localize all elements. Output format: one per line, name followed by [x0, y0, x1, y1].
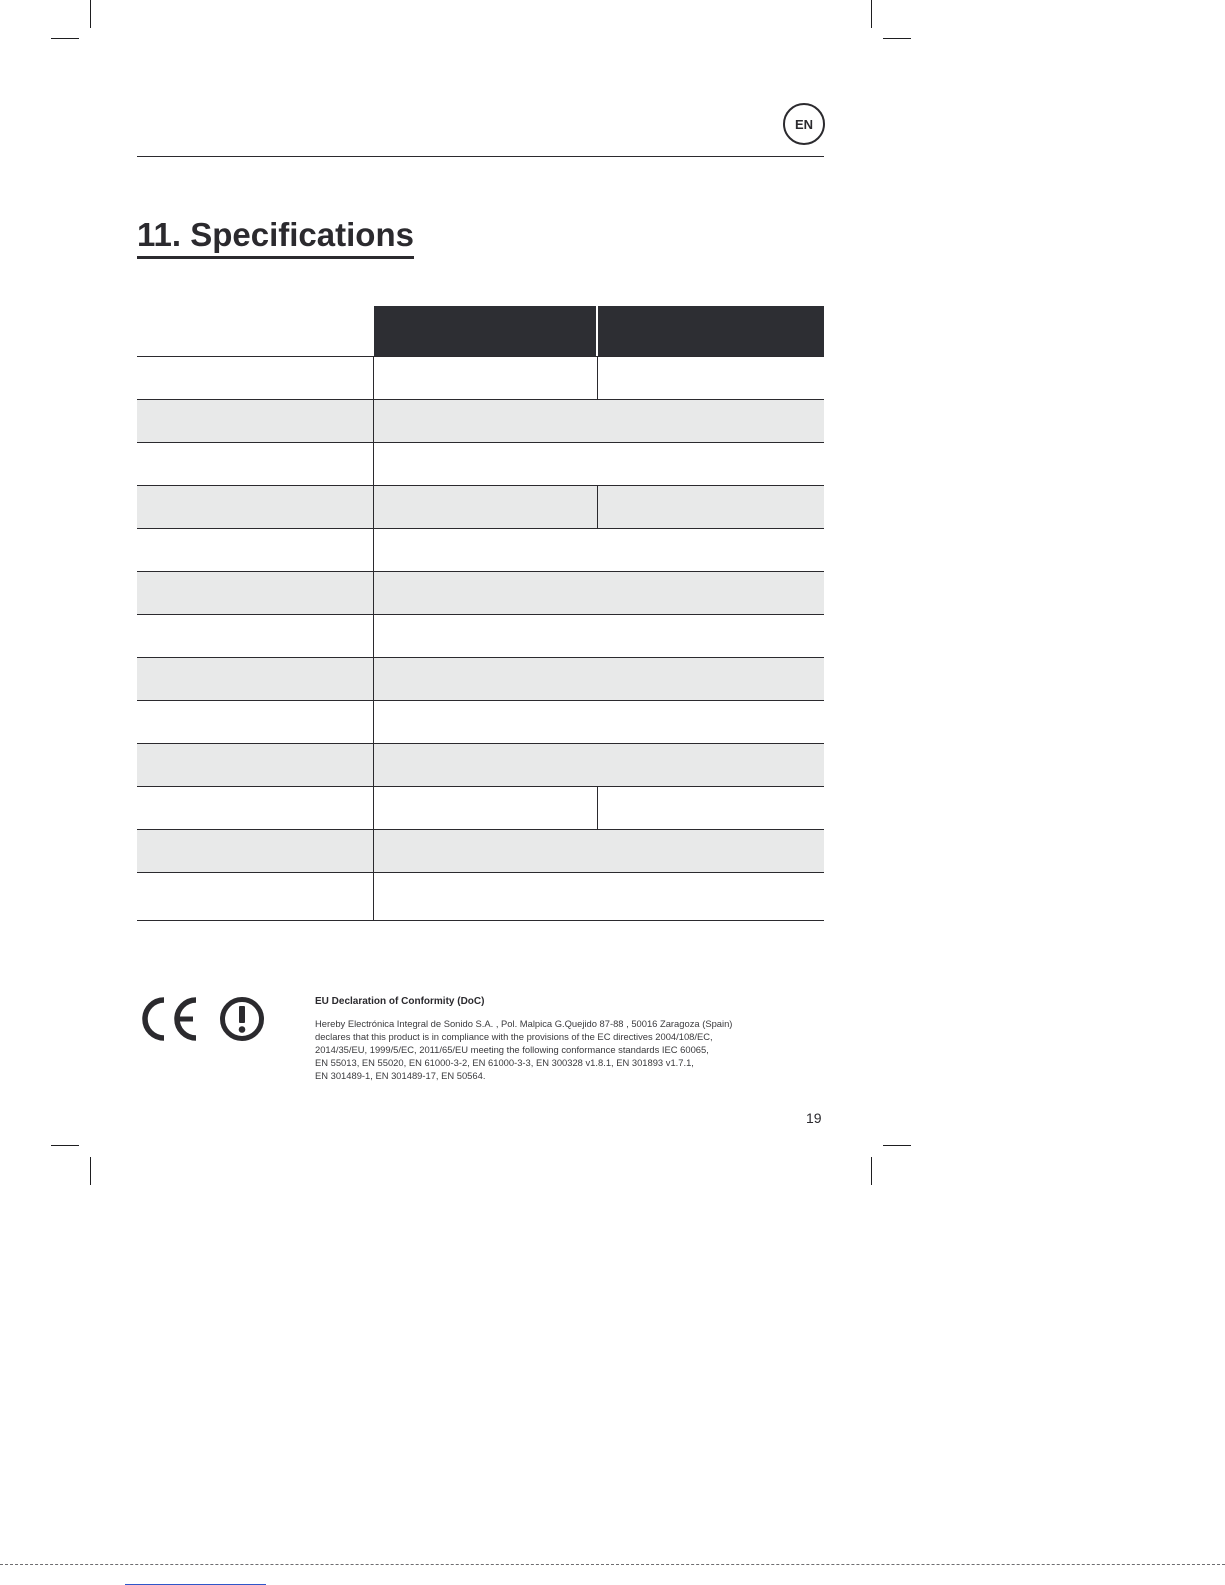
table-value-cell: [374, 529, 824, 571]
specifications-table: [137, 306, 824, 921]
crop-mark: [51, 1145, 79, 1146]
crop-mark: [883, 38, 911, 39]
table-column-divider: [597, 357, 598, 399]
table-label-cell: [137, 486, 374, 528]
table-row: [137, 528, 824, 571]
declaration-line: EN 55013, EN 55020, EN 61000-3-2, EN 61000-3-3, EN 300328 v1.8.1, EN 301893 v1.7.1,: [315, 1057, 694, 1068]
declaration-line: 2014/35/EU, 1999/5/EC, 2011/65/EU meeting the following conformance standards IEC 60065,: [315, 1044, 709, 1055]
table-bottom-rule: [137, 920, 824, 921]
table-row: [137, 614, 824, 657]
table-label-cell: [137, 701, 374, 743]
table-label-cell: [137, 443, 374, 485]
table-row: [137, 829, 824, 872]
table-value-cell: [374, 357, 824, 399]
table-value-cell: [374, 873, 824, 920]
table-row: [137, 485, 824, 528]
table-label-cell: [137, 744, 374, 786]
table-row: [137, 743, 824, 786]
table-value-cell: [374, 744, 824, 786]
table-value-cell: [374, 615, 824, 657]
table-value-cell: [374, 830, 824, 872]
crop-mark: [871, 1157, 872, 1185]
ce-mark-icon: [137, 996, 199, 1042]
table-value-cell: [374, 572, 824, 614]
crop-mark: [90, 0, 91, 28]
table-row: [137, 399, 824, 442]
table-label-cell: [137, 658, 374, 700]
table-row: [137, 571, 824, 614]
declaration-line: Hereby Electrónica Integral de Sonido S.A. , Pol. Malpica G.Quejido 87-88 , 50016 Zaragoza (Spain): [315, 1018, 733, 1029]
table-value-cell: [374, 701, 824, 743]
language-badge: EN: [783, 103, 825, 145]
table-row: [137, 657, 824, 700]
table-value-cell: [374, 443, 824, 485]
table-value-cell: [374, 658, 824, 700]
declaration-text: [315, 1017, 815, 1082]
table-row: [137, 786, 824, 829]
table-value-cell: [374, 486, 824, 528]
declaration-title: EU Declaration of Conformity (DoC): [315, 996, 485, 1007]
crop-mark: [51, 38, 79, 39]
table-header-row: [137, 306, 824, 356]
table-label-cell: [137, 357, 374, 399]
table-label-cell: [137, 873, 374, 920]
alert-circle-icon: [219, 996, 265, 1042]
table-row: [137, 700, 824, 743]
table-column-divider: [597, 486, 598, 528]
crop-mark: [90, 1157, 91, 1185]
header-rule: [137, 156, 824, 157]
section-title: 11. Specifications: [137, 214, 414, 259]
table-row: [137, 356, 824, 399]
table-label-cell: [137, 615, 374, 657]
table-column-divider: [597, 787, 598, 829]
declaration-line: declares that this product is in compliance with the provisions of the EC directives 2004/108/EC,: [315, 1031, 713, 1042]
crop-mark: [871, 0, 872, 28]
table-value-cell: [374, 787, 824, 829]
table-label-cell: [137, 787, 374, 829]
table-label-cell: [137, 529, 374, 571]
table-row: [137, 442, 824, 485]
table-header-cell: [598, 306, 824, 356]
page-number: 19: [806, 1110, 822, 1126]
declaration-line: EN 301489-1, EN 301489-17, EN 50564.: [315, 1070, 486, 1081]
table-label-cell: [137, 400, 374, 442]
crop-mark: [883, 1145, 911, 1146]
table-row: [137, 872, 824, 920]
table-value-cell: [374, 400, 824, 442]
table-header-cell: [374, 306, 596, 356]
table-label-cell: [137, 830, 374, 872]
table-body: [137, 356, 824, 920]
page-edge-line: [0, 1564, 1225, 1565]
table-label-cell: [137, 572, 374, 614]
